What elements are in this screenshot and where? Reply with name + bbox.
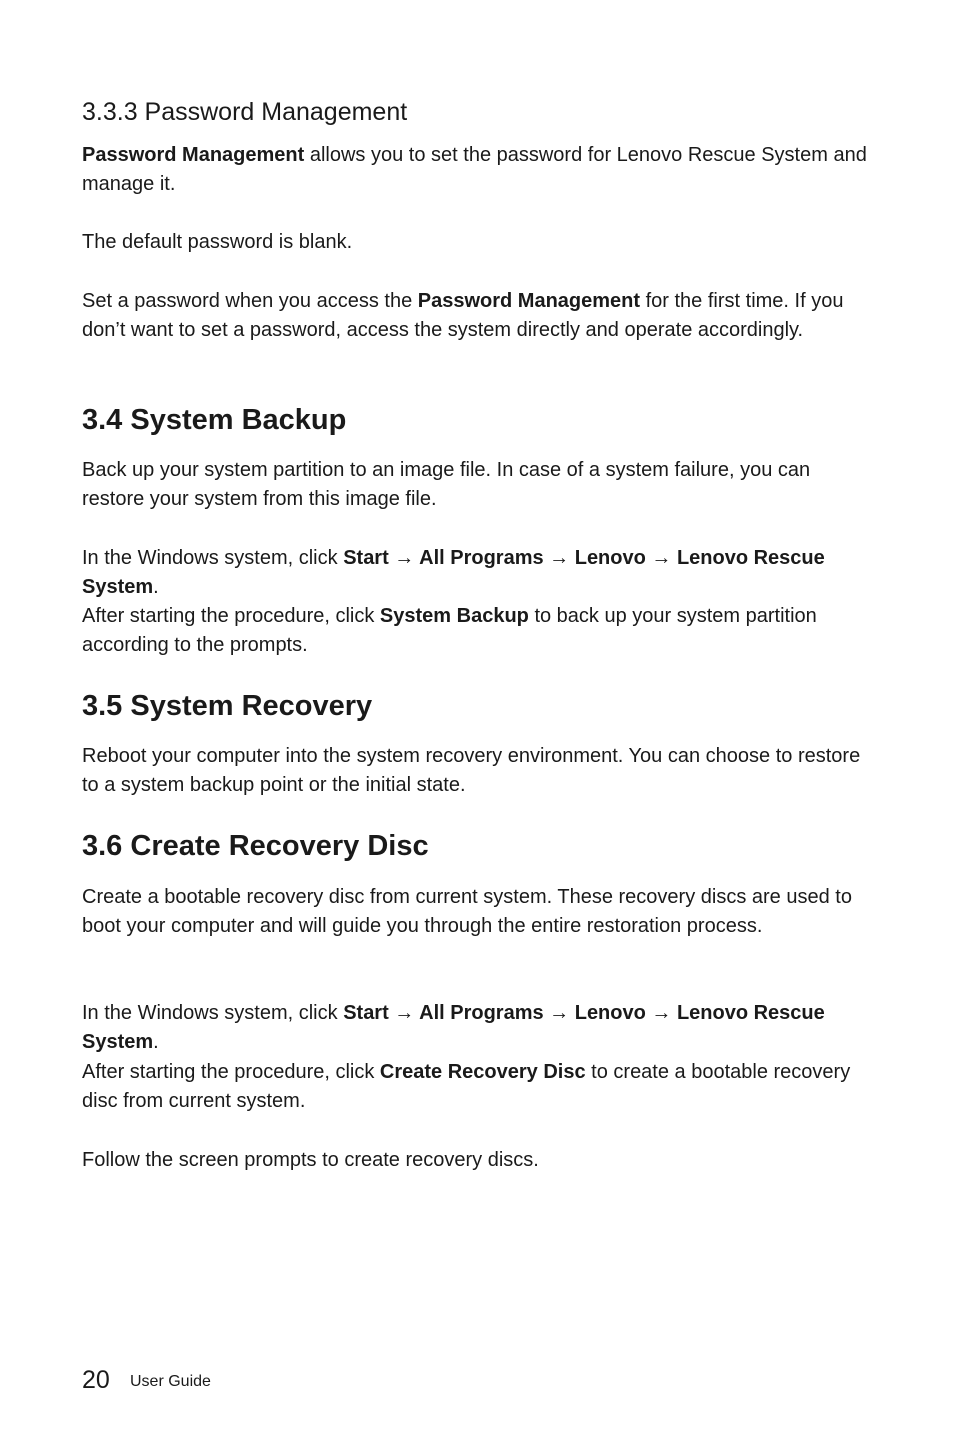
heading-password-management: 3.3.3 Password Management — [82, 98, 408, 126]
heading-system-recovery: 3.5 System Recovery — [82, 690, 373, 722]
create-recovery-disc-procedure: After starting the procedure, click Create Recovery Disc to create a bootable recovery disc from current system. — [82, 1061, 851, 1113]
bold-menu-path: Start → All Programs → Lenovo → Lenovo Rescue System — [82, 547, 825, 599]
heading-create-recovery-disc: 3.6 Create Recovery Disc — [82, 830, 429, 862]
password-management-intro: Password Management allows you to set the password for Lenovo Rescue System and manage it. — [82, 144, 867, 196]
page-number: 20 — [82, 1366, 110, 1394]
follow-prompts-note: Follow the screen prompts to create recovery discs. — [82, 1149, 539, 1171]
set-password-paragraph: Set a password when you access the Password Management for the first time. If you don’t want to set a password, access the system directly and operate accordingly. — [82, 290, 844, 342]
create-recovery-disc-intro: Create a bootable recovery disc from current system. These recovery discs are used to boot your computer and will guide you through the entire restoration process. — [82, 886, 852, 938]
system-backup-intro: Back up your system partition to an image file. In case of a system failure, you can restore your system from this image file. — [82, 459, 811, 511]
bold-term: Create Recovery Disc — [379, 1061, 586, 1083]
create-recovery-disc-launch-path: In the Windows system, click Start → All Programs → Lenovo → Lenovo Rescue System. — [82, 1002, 825, 1054]
footer-label: User Guide — [130, 1373, 211, 1390]
default-password-note: The default password is blank. — [82, 231, 353, 253]
system-backup-procedure: After starting the procedure, click System Backup to back up your system partition according to the prompts. — [82, 605, 817, 657]
bold-term: Password Management — [417, 290, 641, 312]
bold-term: Password Management — [82, 144, 305, 166]
bold-menu-path: Start → All Programs → Lenovo → Lenovo Rescue System — [82, 1002, 825, 1054]
heading-system-backup: 3.4 System Backup — [82, 404, 347, 436]
bold-term: System Backup — [379, 605, 529, 627]
system-recovery-intro: Reboot your computer into the system recovery environment. You can choose to restore to a system backup point or the initial state. — [82, 745, 861, 797]
system-backup-launch-path: In the Windows system, click Start → All Programs → Lenovo → Lenovo Rescue System. — [82, 547, 825, 599]
